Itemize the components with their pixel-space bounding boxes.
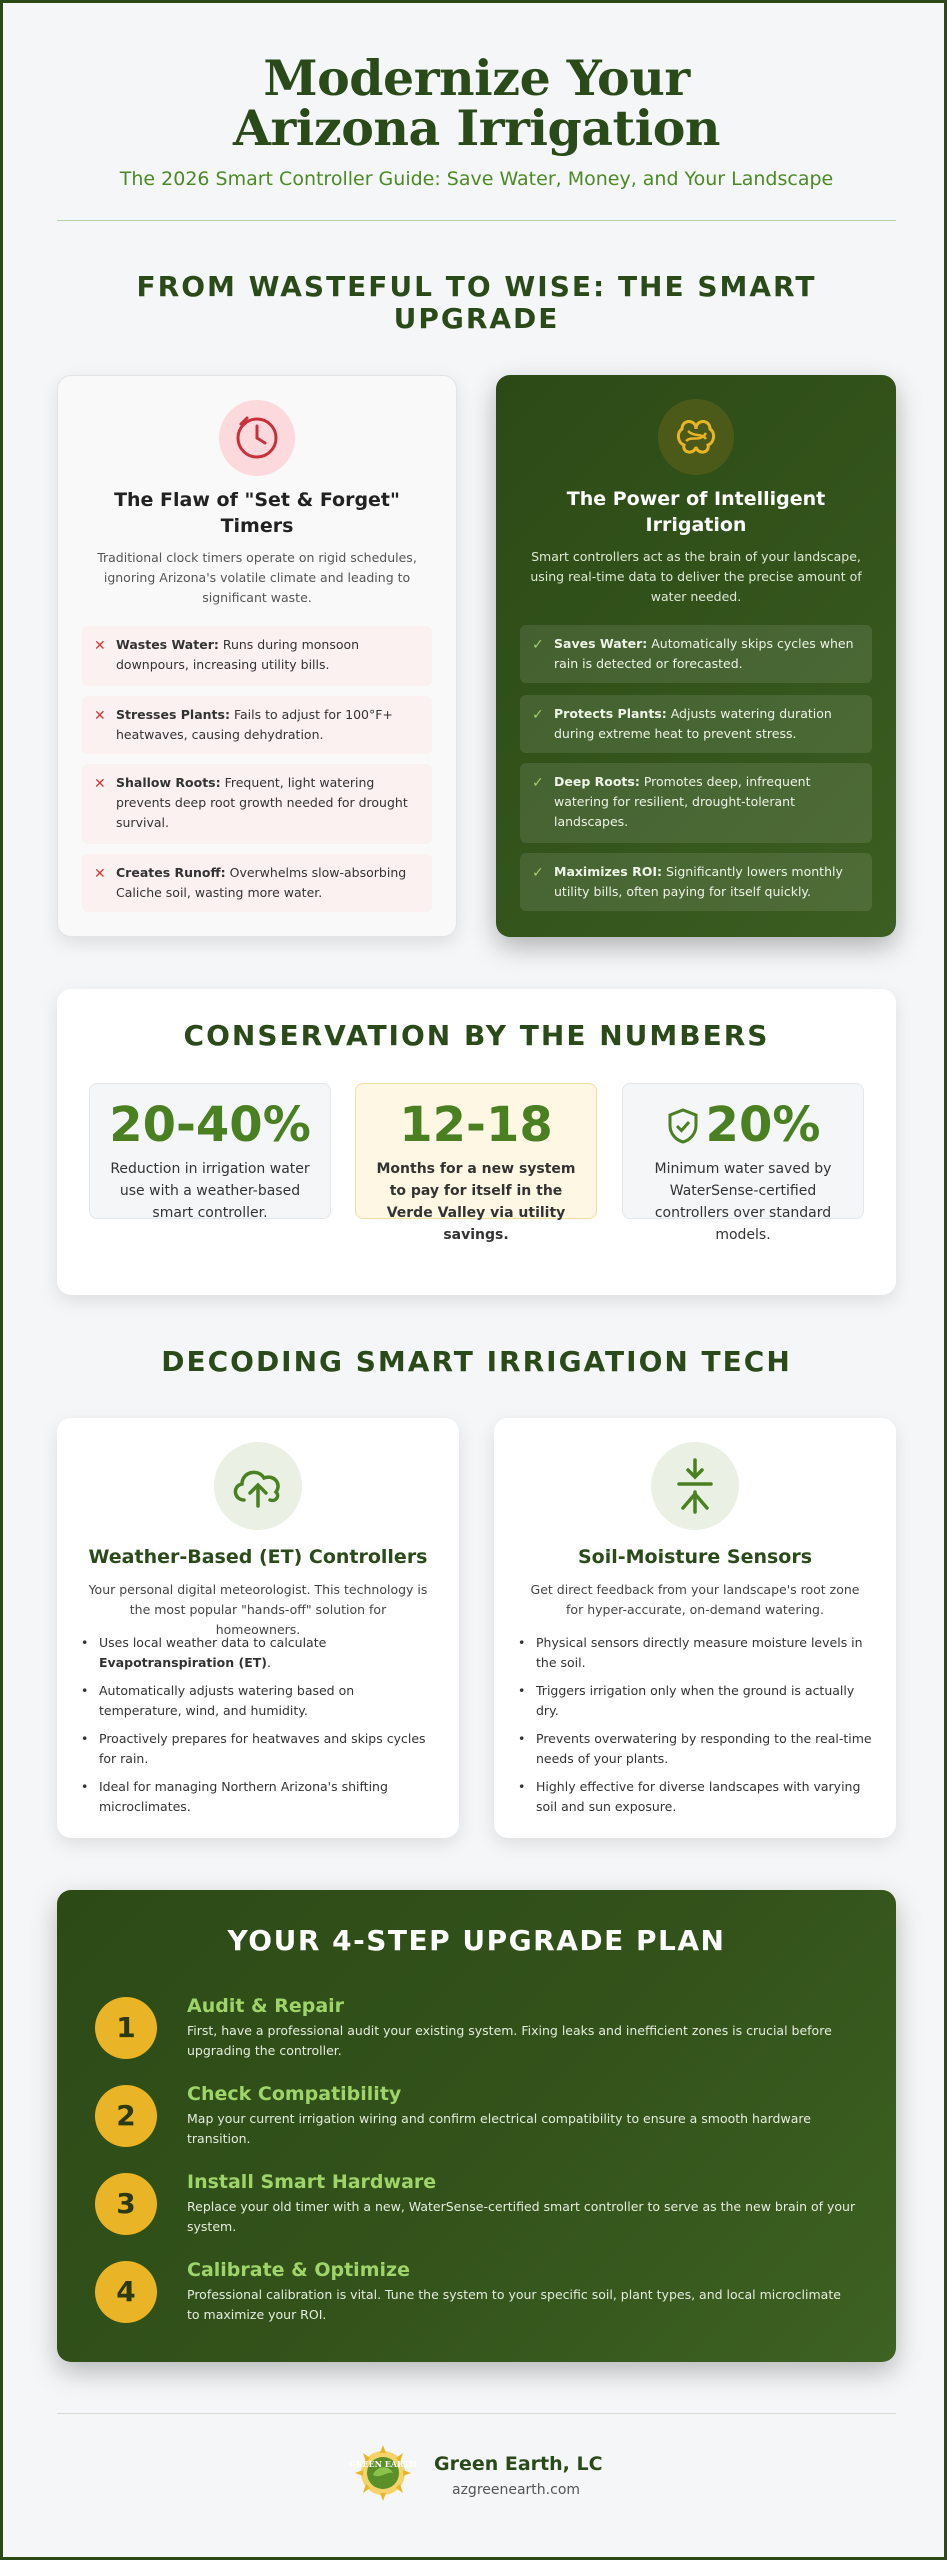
old-point-text: Frequent, light watering prevents deep root growth needed for drought survival. <box>116 775 408 830</box>
old-point-bold: Creates Runoff: <box>116 865 226 880</box>
step-title: Calibrate & Optimize <box>187 2259 410 2281</box>
logo-text: GREEN EARTH <box>349 2459 417 2469</box>
upgrade-plan-panel <box>57 1890 896 2362</box>
plan-step <box>95 2259 856 2329</box>
tech-card-et <box>57 1418 459 1838</box>
stat-desc: Minimum water saved by WaterSense-certified controllers over standard models. <box>654 1161 832 1243</box>
new-point-bold: Saves Water: <box>554 636 648 651</box>
page-header <box>57 49 896 190</box>
list-item <box>518 1729 872 1769</box>
step-text: First, have a professional audit your existing system. Fixing leaks and inefficient zones is crucial before upgrading the controller. <box>187 2023 832 2058</box>
bullet-text-end: . <box>267 1655 271 1670</box>
tech-card-desc: Your personal digital meteorologist. This technology is the most popular "hands-off" solution for homeowners. <box>88 1582 428 1637</box>
step-text: Replace your old timer with a new, WaterSense-certified smart controller to serve as the new brain of your system. <box>187 2199 856 2234</box>
x-icon: ✕ <box>94 638 106 654</box>
stat-value-row <box>623 1098 863 1152</box>
stat-card <box>622 1083 864 1243</box>
check-icon: ✓ <box>532 865 544 881</box>
list-item <box>81 1681 435 1721</box>
x-icon: ✕ <box>94 776 106 792</box>
footer-divider <box>57 2413 896 2414</box>
stat-desc: Months for a new system to pay for itself in the Verde Valley via utility savings. <box>376 1161 576 1243</box>
old-point-bold: Stresses Plants: <box>116 707 230 722</box>
old-point <box>82 854 432 912</box>
check-icon: ✓ <box>532 637 544 653</box>
plan-step <box>95 2171 856 2241</box>
bullet-text: Ideal for managing Northern Arizona's shifting microclimates. <box>99 1779 388 1814</box>
smart-controller-card <box>496 375 896 937</box>
old-point <box>82 696 432 754</box>
plan-step <box>95 2083 856 2153</box>
tech-section-title: DECODING SMART IRRIGATION TECH <box>161 1345 792 1378</box>
numbers-panel <box>57 989 896 1295</box>
brain-icon <box>658 399 734 475</box>
header-divider <box>57 220 896 221</box>
bullet-text: Highly effective for diverse landscapes with varying soil and sun exposure. <box>536 1779 861 1814</box>
shield-check-icon <box>666 1107 700 1145</box>
company-url[interactable]: azgreenearth.com <box>452 2482 581 2498</box>
tech-card-desc: Get direct feedback from your landscape's root zone for hyper-accurate, on-demand watering. <box>530 1582 860 1617</box>
list-item <box>518 1633 872 1673</box>
new-point-bold: Deep Roots: <box>554 774 640 789</box>
check-icon: ✓ <box>532 775 544 791</box>
plan-step <box>95 1995 856 2065</box>
old-timer-card <box>57 375 457 937</box>
tech-card-list <box>81 1633 435 1825</box>
stat-card-highlight <box>355 1083 597 1243</box>
numbers-title: CONSERVATION BY THE NUMBERS <box>183 1019 770 1052</box>
x-icon: ✕ <box>94 866 106 882</box>
check-icon: ✓ <box>532 707 544 723</box>
stat-value: 20-40% <box>109 1097 311 1153</box>
old-point <box>82 626 432 686</box>
new-point-bold: Maximizes ROI: <box>554 864 662 879</box>
step-text: Professional calibration is vital. Tune the system to your specific soil, plant types, and local microclimate to maximize your ROI. <box>187 2287 841 2322</box>
stat-value: 20% <box>705 1097 821 1153</box>
old-point-text: Runs during monsoon downpours, increasing utility bills. <box>116 637 360 672</box>
old-point-bold: Wastes Water: <box>116 637 219 652</box>
list-item <box>81 1633 435 1673</box>
step-number: 1 <box>95 1997 157 2059</box>
new-point-bold: Protects Plants: <box>554 706 667 721</box>
new-point <box>520 695 872 753</box>
compress-arrows-icon <box>651 1442 739 1530</box>
stat-card <box>89 1083 331 1219</box>
tech-card-list <box>518 1633 872 1825</box>
step-number: 4 <box>95 2261 157 2323</box>
tech-card-soil <box>494 1418 896 1838</box>
stat-value: 12-18 <box>399 1097 553 1153</box>
step-number: 3 <box>95 2173 157 2235</box>
bullet-text: Proactively prepares for heatwaves and skips cycles for rain. <box>99 1731 426 1766</box>
new-card-desc: Smart controllers act as the brain of your landscape, using real-time data to deliver the precise amount of water needed. <box>530 549 862 604</box>
bullet-bold: Evapotranspiration (ET) <box>99 1655 267 1670</box>
step-title: Check Compatibility <box>187 2083 402 2105</box>
page-subtitle: The 2026 Smart Controller Guide: Save Water, Money, and Your Landscape <box>119 168 834 190</box>
bullet-text: Uses local weather data to calculate <box>99 1635 327 1650</box>
bullet-text: Automatically adjusts watering based on temperature, wind, and humidity. <box>99 1683 355 1718</box>
old-card-desc: Traditional clock timers operate on rigid schedules, ignoring Arizona's volatile climate and leading to significant waste. <box>97 550 417 605</box>
cloud-upload-icon <box>214 1442 302 1530</box>
page-title: Modernize Your Arizona Irrigation <box>232 49 721 157</box>
step-title: Audit & Repair <box>187 1995 345 2017</box>
step-number: 2 <box>95 2085 157 2147</box>
bullet-text: Prevents overwatering by responding to the real-time needs of your plants. <box>536 1731 872 1766</box>
list-item <box>81 1729 435 1769</box>
tech-card-heading: Soil-Moisture Sensors <box>577 1546 813 1568</box>
list-item <box>81 1777 435 1817</box>
new-point-text: Significantly lowers monthly utility bills, often paying for itself quickly. <box>554 864 843 899</box>
step-text: Map your current irrigation wiring and confirm electrical compatibility to ensure a smooth hardware transition. <box>187 2111 811 2146</box>
green-earth-logo <box>349 2443 417 2507</box>
list-item <box>518 1777 872 1817</box>
old-point <box>82 764 432 844</box>
new-point <box>520 763 872 843</box>
new-point-text: Adjusts watering duration during extreme heat to prevent stress. <box>554 706 832 741</box>
old-card-heading: The Flaw of "Set & Forget" Timers <box>114 489 400 537</box>
old-point-bold: Shallow Roots: <box>116 775 221 790</box>
compare-section-title <box>57 271 896 335</box>
bullet-text: Physical sensors directly measure moisture levels in the soil. <box>536 1635 863 1670</box>
x-icon: ✕ <box>94 708 106 724</box>
tech-card-heading: Weather-Based (ET) Controllers <box>88 1546 428 1568</box>
new-point <box>520 625 872 683</box>
old-point-text: Overwhelms slow-absorbing Caliche soil, wasting more water. <box>116 865 407 900</box>
old-point-text: Fails to adjust for 100°F+ heatwaves, causing dehydration. <box>116 707 393 742</box>
new-point <box>520 853 872 911</box>
compare-section-title-text: FROM WASTEFUL TO WISE: THE SMART UPGRADE <box>136 270 817 335</box>
stat-desc: Reduction in irrigation water use with a weather-based smart controller. <box>110 1161 310 1221</box>
step-title: Install Smart Hardware <box>187 2171 437 2193</box>
new-point-text: Promotes deep, infrequent watering for resilient, drought-tolerant landscapes. <box>554 774 811 829</box>
new-card-heading: The Power of Intelligent Irrigation <box>566 488 826 536</box>
new-point-text: Automatically skips cycles when rain is detected or forecasted. <box>554 636 854 671</box>
bullet-text: Triggers irrigation only when the ground is actually dry. <box>536 1683 855 1718</box>
plan-title: YOUR 4-STEP UPGRADE PLAN <box>227 1924 726 1957</box>
list-item <box>518 1681 872 1721</box>
company-name: Green Earth, LC <box>434 2453 603 2475</box>
clock-icon <box>219 400 295 476</box>
